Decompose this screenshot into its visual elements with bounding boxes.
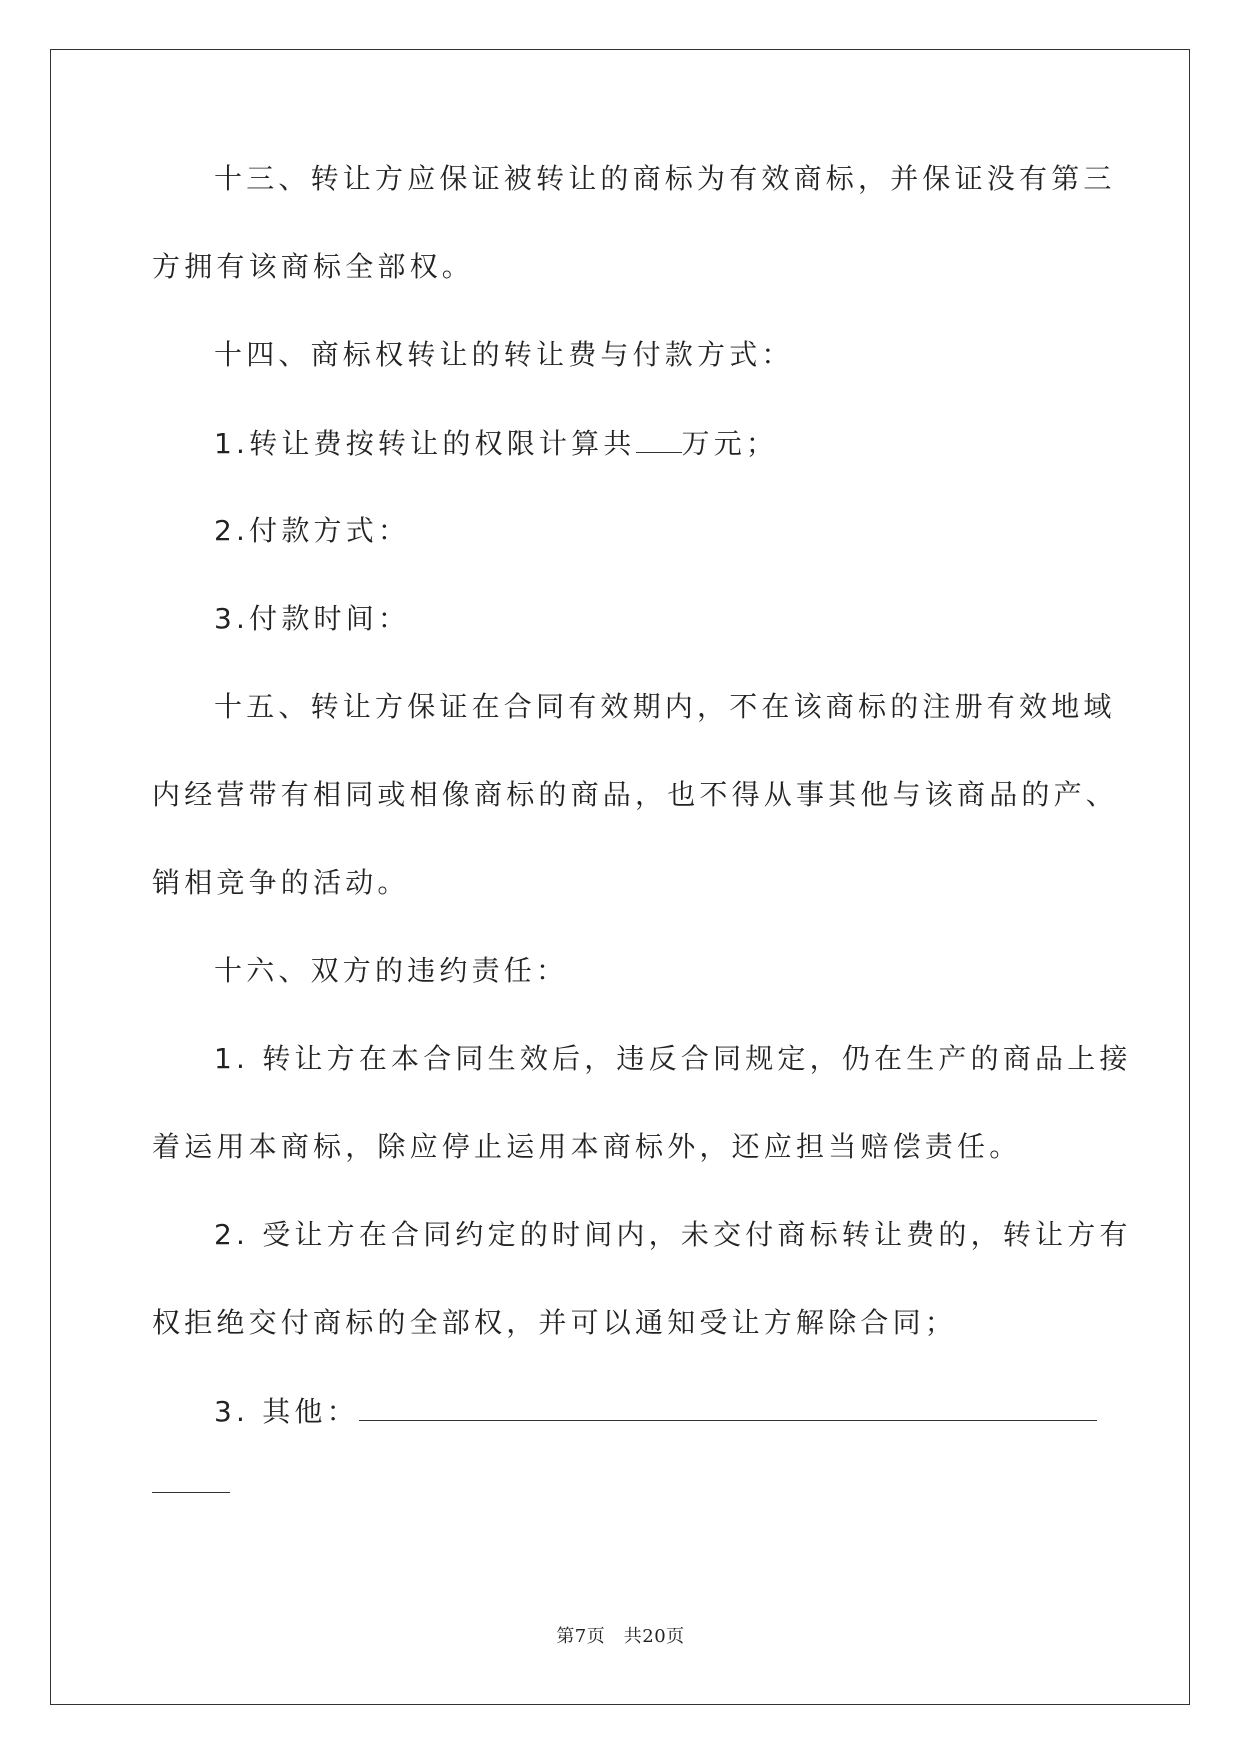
document-body [152,162,1132,1493]
clause-15-line-2: 内经营带有相同或相像商标的商品，也不得从事其他与该商品的产、 [152,778,1119,811]
clause-14-item-1-suffix: 万元； [681,427,779,460]
clause-14-item-2: 2.付款方式： [214,514,411,547]
clause-16-item-2-line-2: 权拒绝交付商标的全部权，并可以通知受让方解除合同； [152,1306,958,1339]
clause-13-line-2: 方拥有该商标全部权。 [152,250,475,283]
clause-16-item-2-line-1: 2. 受让方在合同约定的时间内，未交付商标转让费的，转让方有 [214,1218,1132,1251]
clause-14-item-3: 3.付款时间： [214,602,411,635]
clause-16-item-1-line-1: 1. 转让方在本合同生效后，违反合同规定，仍在生产的商品上接 [214,1042,1132,1075]
clause-16-item-3-prefix: 3. 其他： [214,1395,359,1428]
clause-14-item-1 [152,426,1092,460]
clause-14-heading: 十四、商标权转让的转让费与付款方式： [214,338,794,371]
clause-16-item-1-line-2: 着运用本商标，除应停止运用本商标外，还应担当赔偿责任。 [152,1130,1022,1163]
other-terms-blank-continuation [152,1472,230,1493]
clause-16-item-3 [152,1394,1092,1428]
clause-16-heading: 十六、双方的违约责任： [214,954,569,987]
fee-blank-line [636,426,682,453]
clause-15-line-1: 十五、转让方保证在合同有效期内，不在该商标的注册有效地域 [214,690,1116,723]
clause-13-line-1: 十三、转让方应保证被转让的商标为有效商标，并保证没有第三 [214,162,1116,195]
other-terms-blank-line [359,1394,1097,1421]
clause-14-item-1-prefix: 1.转让费按转让的权限计算共 [214,427,636,460]
page-number-footer: 第7页 共20页 [556,1626,685,1647]
clause-15-line-3: 销相竞争的活动。 [152,866,410,899]
